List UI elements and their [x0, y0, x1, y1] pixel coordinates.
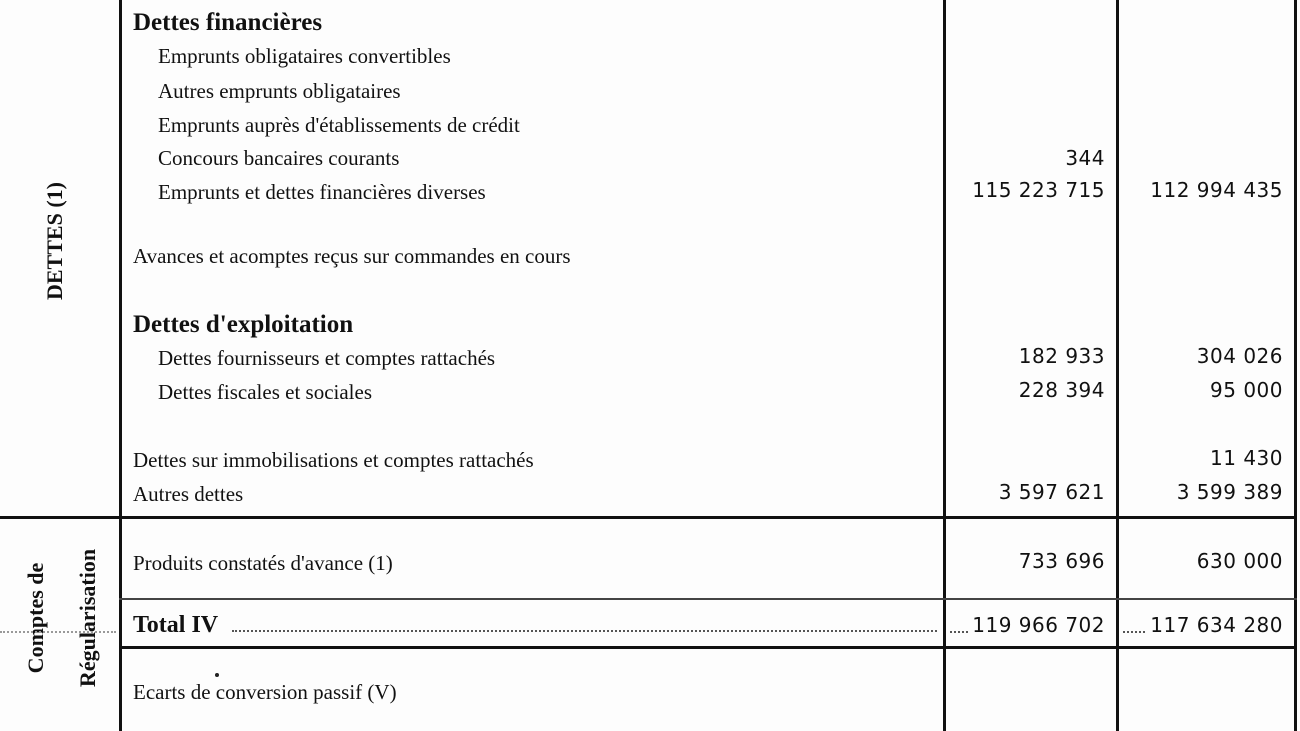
total-dotted-leader — [950, 631, 968, 633]
row-label: Produits constatés d'avance (1) — [133, 551, 393, 575]
right-border — [1294, 0, 1297, 731]
total-dotted-leader — [0, 631, 116, 633]
value-n1: 630 000 — [1196, 549, 1283, 573]
value-n1-total: 117 634 280 — [1150, 613, 1283, 637]
value-n1: 304 026 — [1196, 344, 1283, 368]
row-label: Dettes sur immobilisations et comptes rattachés — [133, 448, 534, 472]
section-dettes-exploitation: Dettes d'exploitation — [133, 311, 354, 338]
row-label: Dettes fiscales et sociales — [158, 380, 372, 404]
regularisation-side-label-line2: Régularisation — [75, 548, 100, 688]
value-n: 344 — [1065, 146, 1105, 170]
row-label: Autres emprunts obligataires — [158, 79, 401, 103]
row-label: Avances et acomptes reçus sur commandes en cours — [133, 244, 571, 268]
value-n1: 11 430 — [1210, 446, 1283, 470]
dettes-bottom-border — [0, 516, 1297, 519]
value-n-total: 119 966 702 — [972, 613, 1105, 637]
value-n: 228 394 — [1018, 378, 1105, 402]
row-label-total: Total IV — [133, 612, 219, 638]
value-n: 733 696 — [1018, 549, 1105, 573]
row-label: Emprunts obligataires convertibles — [158, 44, 451, 68]
row-label: Emprunts auprès d'établissements de crédit — [158, 113, 520, 137]
row-label: Emprunts et dettes financières diverses — [158, 180, 486, 204]
value-n1: 112 994 435 — [1150, 178, 1283, 202]
row-label: Autres dettes — [133, 482, 244, 506]
column-n-border — [943, 0, 946, 731]
row-label: Ecarts de conversion passif (V) — [133, 680, 397, 704]
row-label: Concours bancaires courants — [158, 146, 400, 170]
row-label: Dettes fournisseurs et comptes rattachés — [158, 346, 496, 370]
regularisation-side-label-line1: Comptes de — [23, 562, 48, 674]
column-n1-border — [1116, 0, 1119, 731]
value-n1: 3 599 389 — [1176, 480, 1283, 504]
total-dotted-leader — [1123, 631, 1145, 633]
total-dotted-leader — [232, 630, 937, 632]
value-n: 182 933 — [1018, 344, 1105, 368]
section-dettes-financieres: Dettes financières — [133, 9, 323, 36]
value-n: 115 223 715 — [972, 178, 1105, 202]
total-top-border — [119, 598, 1297, 600]
value-n1: 95 000 — [1210, 378, 1283, 402]
left-column-border — [119, 0, 122, 731]
ink-dot — [215, 673, 219, 677]
value-n: 3 597 621 — [998, 480, 1105, 504]
dettes-side-label: DETTES (1) — [42, 182, 67, 300]
total-bottom-border — [119, 646, 1297, 649]
